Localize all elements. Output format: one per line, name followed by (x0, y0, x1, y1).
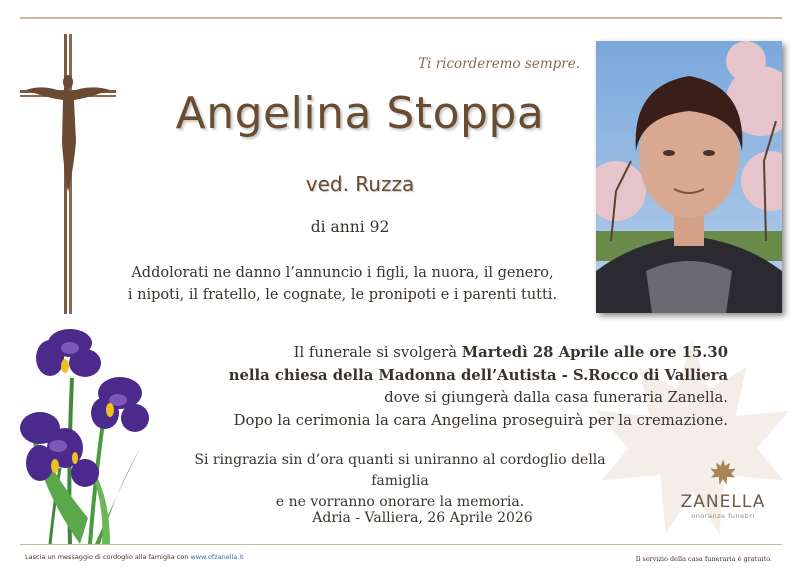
funeral-line (200, 365, 728, 388)
deceased-name: Angelina Stoppa (175, 88, 545, 139)
announcement-line: i nipoti, il fratello, le cognate, le pronipoti e i parenti tutti. (127, 287, 558, 303)
place-date: Adria - Valliera, 26 Aprile 2026 (312, 510, 533, 526)
age-text: di anni 92 (310, 218, 390, 236)
footer-left-text: Lascia un messaggio di cordoglio alla famiglia con (25, 553, 191, 561)
maple-leaf-logo-icon (708, 458, 738, 486)
brand-name: ZANELLA (680, 492, 766, 512)
footer-service-note: Il servizio della casa funeraria è gratuito. (635, 555, 772, 563)
funeral-details-block (200, 342, 728, 432)
funeral-line: dove si giungerà dalla casa funeraria Zanella. (384, 389, 728, 406)
crucifix-icon (18, 32, 118, 317)
announcement-block (110, 262, 575, 306)
funeral-date-time: Martedì 28 Aprile alle ore 15.30 (461, 344, 728, 361)
thanks-line: Si ringrazia sin d’ora quanti si uniranno al cordoglio della famiglia (194, 452, 606, 489)
funeral-line: Dopo la cerimonia la cara Angelina proseguirà per la cremazione. (233, 411, 728, 429)
iris-flowers-icon (10, 318, 158, 544)
brand-tagline: onoranze funebri (691, 512, 755, 520)
motto-text: Ti ricorderemo sempre. (418, 56, 580, 72)
funeral-intro: Il funerale si svolgerà (293, 344, 462, 361)
deceased-portrait-photo (596, 41, 782, 313)
brand-logo (668, 458, 778, 520)
thanks-line: e ne vorranno onorare la memoria. (275, 494, 525, 510)
thanks-block (180, 450, 620, 513)
top-divider (20, 17, 782, 19)
announcement-line: Addolorati ne danno l’annuncio i figli, la nuora, il genero, (131, 265, 554, 281)
footer-website-link[interactable]: www.ofzanella.it (190, 553, 244, 561)
funeral-church: nella chiesa della Madonna dell’Autista - S.Rocco di Valliera (228, 366, 728, 384)
footer-condolence-note (25, 553, 244, 561)
funeral-line (200, 342, 728, 365)
married-name: ved. Ruzza (305, 172, 415, 196)
